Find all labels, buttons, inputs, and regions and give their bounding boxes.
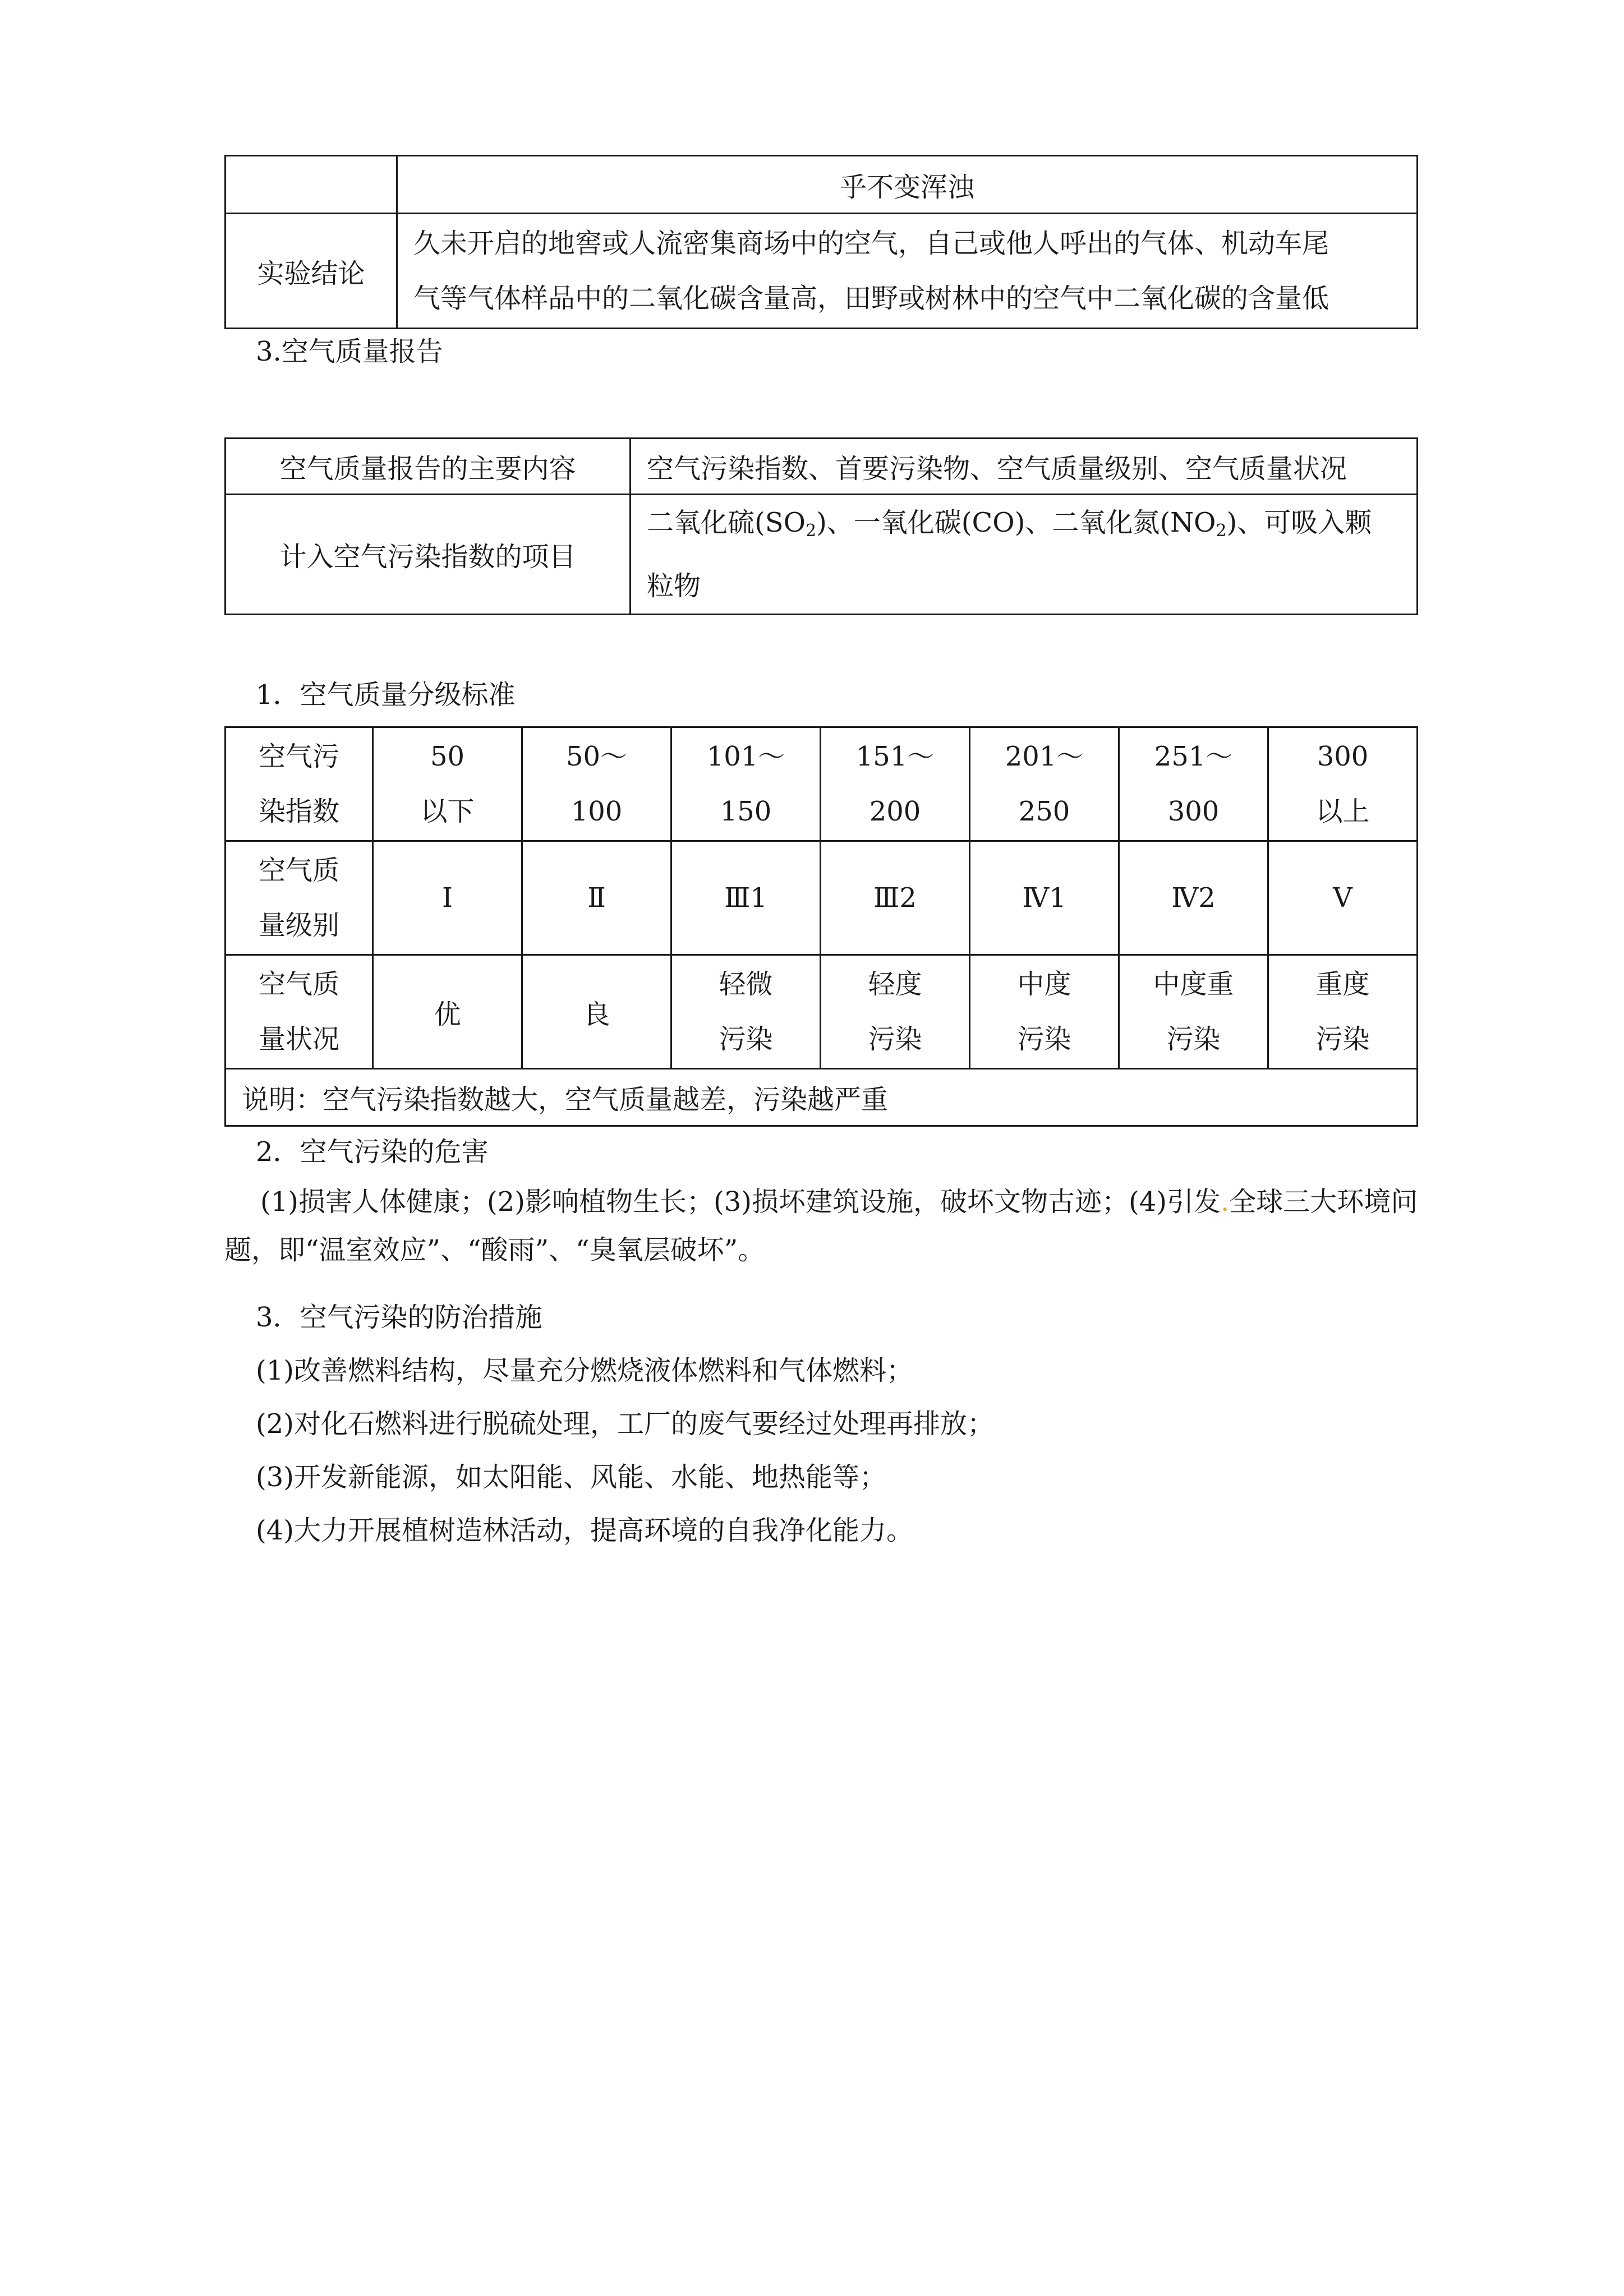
index-row <box>226 727 1418 841</box>
level-cell: Ⅲ1 <box>671 841 821 955</box>
index-items-value <box>631 495 1418 615</box>
level-cell: Ⅳ1 <box>970 841 1119 955</box>
note-row <box>226 1069 1418 1126</box>
index-items-line-2: 粒物 <box>647 570 701 602</box>
grading-heading: 1．空气质量分级标准 <box>256 679 516 711</box>
report-table <box>224 437 1418 615</box>
grading-table <box>224 726 1418 1127</box>
index-range: 300 以上 <box>1268 727 1418 841</box>
condition-cell: 优 <box>373 955 522 1069</box>
conclusion-line-1: 久未开启的地窖或人流密集商场中的空气，自己或他人呼出的气体、机动车尾 <box>413 228 1329 259</box>
index-range: 101～ 150 <box>671 727 821 841</box>
index-range: 251～ 300 <box>1119 727 1268 841</box>
index-range: 201～ 250 <box>970 727 1119 841</box>
prevention-item-1: (1)改善燃料结构，尽量充分燃烧液体燃料和气体燃料； <box>256 1355 913 1386</box>
condition-cell: 重度 污染 <box>1268 955 1418 1069</box>
conclusion-label: 实验结论 <box>226 214 397 329</box>
hazards-text: (1)损害人体健康；(2)影响植物生长；(3)损坏建筑设施，破坏文物古迹；(4)引发.全球三大环境问题，即“温室效应”、“酸雨”、“臭氧层破坏”。 <box>224 1186 1418 1266</box>
level-cell: Ⅴ <box>1268 841 1418 955</box>
row-header-index: 空气污 染指数 <box>226 727 373 841</box>
level-cell: Ⅲ2 <box>821 841 970 955</box>
condition-cell: 中度重 污染 <box>1119 955 1268 1069</box>
report-content-label: 空气质量报告的主要内容 <box>226 439 631 495</box>
hazards-heading: 2．空气污染的危害 <box>256 1136 489 1168</box>
report-content-value: 空气污染指数、首要污染物、空气质量级别、空气质量状况 <box>631 439 1418 495</box>
row-header-level: 空气质 量级别 <box>226 841 373 955</box>
condition-row <box>226 955 1418 1069</box>
condition-cell: 良 <box>522 955 671 1069</box>
highlight-mark: . <box>1220 1186 1230 1218</box>
report-heading: 3.空气质量报告 <box>256 336 443 367</box>
prevention-item-4: (4)大力开展植树造林活动，提高环境的自我净化能力。 <box>256 1515 913 1546</box>
index-items-line-1: 二氧化硫$(SO_2)$、一氧化碳(CO)、二氧化氮$(NO_2)$、可吸入颗 <box>647 507 1372 541</box>
empty-cell <box>226 156 397 214</box>
prevention-item-2: (2)对化石燃料进行脱硫处理，工厂的废气要经过处理再排放； <box>256 1408 994 1440</box>
level-row <box>226 841 1418 955</box>
index-range: 50 以下 <box>373 727 522 841</box>
level-cell: Ⅰ <box>373 841 522 955</box>
condition-cell: 轻度 污染 <box>821 955 970 1069</box>
row-header-condition: 空气质 量状况 <box>226 955 373 1069</box>
index-range: 50～ 100 <box>522 727 671 841</box>
level-cell: Ⅱ <box>522 841 671 955</box>
grading-note: 说明：空气污染指数越大，空气质量越差，污染越严重 <box>226 1069 1418 1126</box>
conclusion-line-2: 气等气体样品中的二氧化碳含量高，田野或树林中的空气中二氧化碳的含量低 <box>413 283 1329 314</box>
condition-cell: 中度 污染 <box>970 955 1119 1069</box>
index-range: 151～ 200 <box>821 727 970 841</box>
condition-cell: 轻微 污染 <box>671 955 821 1069</box>
level-cell: Ⅳ2 <box>1119 841 1268 955</box>
prevention-item-3: (3)开发新能源，如太阳能、风能、水能、地热能等； <box>256 1461 886 1493</box>
index-items-label: 计入空气污染指数的项目 <box>226 495 631 615</box>
conclusion-text <box>397 214 1418 329</box>
carry-over-cell: 乎不变浑浊 <box>397 156 1418 214</box>
prevention-heading: 3．空气污染的防治措施 <box>256 1302 542 1333</box>
experiment-table <box>224 155 1418 329</box>
